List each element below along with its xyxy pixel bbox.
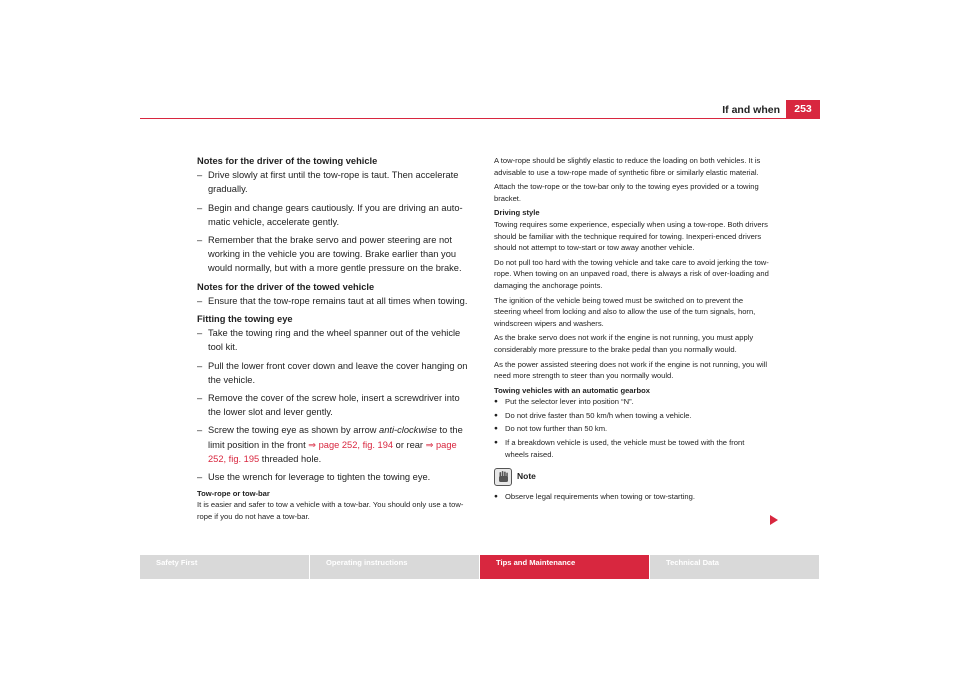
note-hand-icon: [494, 468, 512, 486]
note-header: [494, 468, 769, 486]
anti-clockwise-emphasis: anti-clockwise: [379, 425, 437, 436]
list-item: – Remember that the brake servo and power steering are not working in the vehicle you are towing. Brake earlier than you would normally, but with a more gentle pressure on the brake.: [197, 233, 472, 276]
paragraph: The ignition of the vehicle being towed must be switched on to prevent the steering wheel from locking and also to allow the use of the turn signals, horn, windscreen wipers and washers.: [494, 295, 756, 328]
fitting-eye-heading: Fitting the towing eye: [197, 314, 293, 325]
tab-operating-instructions[interactable]: Operating instructions: [310, 555, 479, 579]
rear-fig-link[interactable]: ⇒ page 252, fig. 195: [208, 439, 457, 464]
paragraph: Towing requires some experience, especially when using a tow-rope. Both drivers should be familiar with the technique required for towing. Inexperi-enced drivers should not attempt to tow-start or tow away another vehicle.: [494, 219, 768, 253]
tab-technical-data[interactable]: Technical Data: [650, 555, 819, 579]
towing-driver-heading: Notes for the driver of the towing vehicle: [197, 156, 378, 166]
paragraph: As the power assisted steering does not work if the engine is not running, you will need more strength to steer than you normally would.: [494, 359, 768, 381]
left-column: [197, 154, 472, 522]
right-column: [494, 155, 769, 505]
tab-tips-and-maintenance[interactable]: Tips and Maintenance: [480, 555, 649, 579]
paragraph: Attach the tow-rope or the tow-bar only to the towing eyes provided or a towing bracket.: [494, 182, 759, 203]
tow-rope-heading: Tow-rope or tow-bar: [197, 489, 270, 499]
paragraph: A tow-rope should be slightly elastic to reduce the loading on both vehicles. It is advisable to use a tow-rope made of synthetic fibre or similarly elastic material.: [494, 156, 761, 177]
next-page-arrow-icon[interactable]: [770, 515, 778, 525]
paragraph: Do not pull too hard with the towing vehicle and take care to avoid jerking the tow-rope. When towing on an unpaved road, there is always a risk of over-loading and damaging the anchorage points.: [494, 257, 769, 290]
list-item: – Use the wrench for leverage to tighten the towing eye.: [197, 470, 472, 484]
front-fig-link[interactable]: ⇒ page 252, fig. 194: [308, 439, 394, 450]
list-item: – Remove the cover of the screw hole, insert a screwdriver into the lower slot and lever gently.: [197, 391, 472, 419]
list-item: ● Do not drive faster than 50 km/h when towing a vehicle.: [494, 410, 769, 422]
list-item: – Begin and change gears cautiously. If you are driving an auto-matic vehicle, accelerate gently.: [197, 201, 472, 229]
list-item: – Drive slowly at first until the tow-rope is taut. Then accelerate gradually.: [197, 168, 472, 196]
tab-safety-first[interactable]: Safety First: [140, 555, 309, 579]
note-title: Note: [517, 471, 536, 482]
footer-nav: [140, 555, 820, 579]
list-item: ● If a breakdown vehicle is used, the vehicle must be towed with the front wheels raised.: [494, 437, 769, 460]
list-item: – Take the towing ring and the wheel spanner out of the vehicle tool kit.: [197, 326, 472, 354]
tow-rope-text: It is easier and safer to tow a vehicle with a tow-bar. You should only use a tow-rope if you do not have a tow-bar.: [197, 500, 464, 521]
driving-style-heading: Driving style: [494, 208, 540, 218]
note-item: ● Observe legal requirements when towing or tow-starting.: [494, 491, 769, 503]
list-item: – Ensure that the tow-rope remains taut at all times when towing.: [197, 294, 472, 308]
towed-driver-heading: Notes for the driver of the towed vehicle: [197, 281, 375, 292]
screw-eye-item: – Screw the towing eye as shown by arrow anti-clockwise to the limit position in the front ⇒ page 252, fig. 194 or rear ⇒ page 252, fig. 195 threaded hole.: [197, 423, 472, 466]
list-item: ● Do not tow further than 50 km.: [494, 423, 769, 435]
page-number: 253: [786, 100, 820, 118]
paragraph: As the brake servo does not work if the engine is not running, you must apply considerably more pressure to the brake pedal than you normally would.: [494, 333, 754, 354]
header-rule: [140, 118, 820, 119]
automatic-gearbox-heading: Towing vehicles with an automatic gearbox: [494, 385, 650, 395]
list-item: ● Put the selector lever into position “N”.: [494, 396, 769, 408]
page-header-title: If and when: [722, 104, 780, 116]
tow-rope-section: [197, 488, 472, 522]
list-item: – Pull the lower front cover down and leave the cover hanging on the vehicle.: [197, 359, 472, 387]
